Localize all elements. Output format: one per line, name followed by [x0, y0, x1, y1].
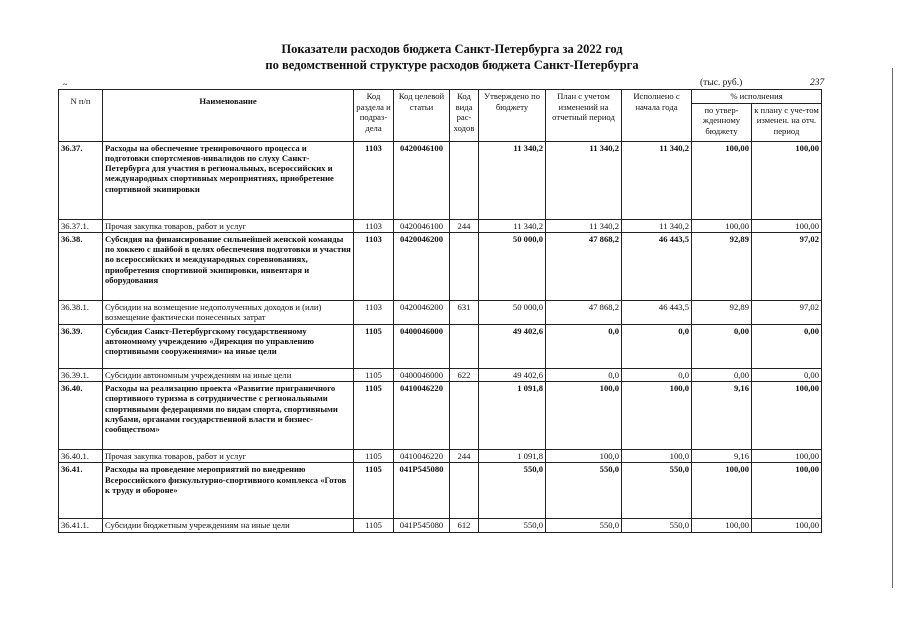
- row-executed-amount: 0,0: [622, 324, 692, 368]
- row-plan-amount: 100,0: [546, 450, 622, 463]
- row-name: Субсидии на возмещение недополученных доходов и (или) возмещение фактически понесенных затрат: [103, 300, 354, 324]
- row-plan-amount: 11 340,2: [546, 141, 622, 219]
- row-section-code: 1105: [354, 368, 394, 381]
- row-name: Прочая закупка товаров, работ и услуг: [103, 219, 354, 232]
- row-name: Расходы на проведение мероприятий по внедрению Всероссийского физкультурно-спортивного комплекса «Готов к труду и обороне»: [103, 463, 354, 519]
- row-plan-amount: 550,0: [546, 519, 622, 532]
- document-title: Показатели расходов бюджета Санкт-Петербурга за 2022 год: [281, 42, 623, 56]
- row-pct-approved: 92,89: [692, 300, 752, 324]
- table-row: [59, 368, 822, 381]
- row-number: 36.41.: [59, 463, 103, 519]
- row-approved-amount: 49 402,6: [479, 324, 546, 368]
- row-name: Субсидии бюджетным учреждениям на иные цели: [103, 519, 354, 532]
- table-row: [59, 519, 822, 532]
- row-pct-approved: 92,89: [692, 232, 752, 300]
- row-pct-plan: 97,02: [752, 300, 822, 324]
- scan-mark: ~: [63, 80, 68, 89]
- header-target-code: Код целевой статьи: [394, 90, 450, 142]
- row-name: Прочая закупка товаров, работ и услуг: [103, 450, 354, 463]
- row-section-code: 1105: [354, 450, 394, 463]
- header-pct-plan: к плану с уче-том изменен. на отч. период: [752, 103, 822, 141]
- row-number: 36.38.1.: [59, 300, 103, 324]
- budget-table-body: [59, 141, 822, 532]
- row-approved-amount: 550,0: [479, 519, 546, 532]
- row-pct-plan: 100,00: [752, 463, 822, 519]
- row-number: 36.39.1.: [59, 368, 103, 381]
- row-approved-amount: 1 091,8: [479, 382, 546, 450]
- row-name: Субсидия на финансирование сильнейшей женской команды по хоккею с шайбой в целях обеспечения подготовки и участия во всероссийских и международных соревнованиях, приобретения спортивной экипировки, инвентаря и оборудования: [103, 232, 354, 300]
- row-expense-type-code: 622: [450, 368, 479, 381]
- table-row: [59, 232, 822, 300]
- row-executed-amount: 0,0: [622, 368, 692, 381]
- header-approved: Утверждено по бюджету: [479, 90, 546, 142]
- row-pct-plan: 0,00: [752, 368, 822, 381]
- row-expense-type-code: 612: [450, 519, 479, 532]
- table-row: [59, 450, 822, 463]
- row-target-code: 0420046100: [394, 219, 450, 232]
- row-executed-amount: 100,0: [622, 382, 692, 450]
- row-executed-amount: 550,0: [622, 463, 692, 519]
- row-target-code: 0410046220: [394, 382, 450, 450]
- row-approved-amount: 50 000,0: [479, 232, 546, 300]
- row-expense-type-code: 244: [450, 450, 479, 463]
- budget-table: [58, 89, 822, 533]
- row-pct-plan: 100,00: [752, 382, 822, 450]
- row-approved-amount: 1 091,8: [479, 450, 546, 463]
- row-target-code: 041P545080: [394, 463, 450, 519]
- row-section-code: 1103: [354, 219, 394, 232]
- row-expense-type-code: [450, 463, 479, 519]
- row-name: Субсидии автономным учреждениям на иные цели: [103, 368, 354, 381]
- units-label: (тыс. руб.): [700, 78, 743, 88]
- row-number: 36.41.1.: [59, 519, 103, 532]
- table-row: [59, 382, 822, 450]
- row-number: 36.38.: [59, 232, 103, 300]
- row-plan-amount: 11 340,2: [546, 219, 622, 232]
- row-pct-plan: 100,00: [752, 141, 822, 219]
- row-target-code: 0420046100: [394, 141, 450, 219]
- row-executed-amount: 46 443,5: [622, 232, 692, 300]
- row-section-code: 1103: [354, 300, 394, 324]
- row-executed-amount: 550,0: [622, 519, 692, 532]
- header-executed: Исполнено с начала года: [622, 90, 692, 142]
- row-expense-type-code: [450, 232, 479, 300]
- row-name: Расходы на обеспечение тренировочного процесса и подготовки спортсменов-инвалидов по слуху Санкт-Петербурга для участия в региональных, всероссийских и международных спортивных мероприятиях, приобретение спортивной экипировки: [103, 141, 354, 219]
- row-expense-type-code: [450, 324, 479, 368]
- row-number: 36.40.: [59, 382, 103, 450]
- row-target-code: 0410046220: [394, 450, 450, 463]
- table-row: [59, 141, 822, 219]
- row-approved-amount: 11 340,2: [479, 141, 546, 219]
- row-pct-plan: 97,02: [752, 232, 822, 300]
- row-pct-plan: 100,00: [752, 450, 822, 463]
- table-row: [59, 300, 822, 324]
- page-number: 237: [810, 78, 825, 88]
- row-plan-amount: 0,0: [546, 368, 622, 381]
- row-approved-amount: 50 000,0: [479, 300, 546, 324]
- row-expense-type-code: [450, 382, 479, 450]
- header-num: N п/п: [59, 90, 103, 142]
- row-section-code: 1103: [354, 141, 394, 219]
- header-expense-type-code: Код вида рас-ходов: [450, 90, 479, 142]
- row-pct-plan: 100,00: [752, 519, 822, 532]
- row-pct-approved: 9,16: [692, 450, 752, 463]
- row-target-code: 0420046200: [394, 300, 450, 324]
- row-plan-amount: 47 868,2: [546, 300, 622, 324]
- row-approved-amount: 550,0: [479, 463, 546, 519]
- header-pct-approved: по утвер-жденному бюджету: [692, 103, 752, 141]
- row-pct-approved: 100,00: [692, 463, 752, 519]
- row-target-code: 0400046000: [394, 324, 450, 368]
- row-section-code: 1105: [354, 382, 394, 450]
- row-executed-amount: 100,0: [622, 450, 692, 463]
- row-section-code: 1105: [354, 324, 394, 368]
- row-approved-amount: 49 402,6: [479, 368, 546, 381]
- row-name: Субсидия Санкт-Петербургскому государственному автономному учреждению «Дирекция по управлению спортивными сооружениями» на иные цели: [103, 324, 354, 368]
- row-plan-amount: 100,0: [546, 382, 622, 450]
- row-executed-amount: 11 340,2: [622, 141, 692, 219]
- row-expense-type-code: 631: [450, 300, 479, 324]
- scan-edge-line: [892, 68, 893, 588]
- row-number: 36.37.1.: [59, 219, 103, 232]
- header-pct-group: % исполнения: [692, 90, 822, 104]
- row-plan-amount: 550,0: [546, 463, 622, 519]
- header-section-code: Код раздела и подраз-дела: [354, 90, 394, 142]
- header-name: Наименование: [103, 90, 354, 142]
- row-number: 36.37.: [59, 141, 103, 219]
- table-row: [59, 324, 822, 368]
- header-plan: План с учетом изменений на отчетный период: [546, 90, 622, 142]
- row-pct-plan: 0,00: [752, 324, 822, 368]
- row-approved-amount: 11 340,2: [479, 219, 546, 232]
- row-pct-plan: 100,00: [752, 219, 822, 232]
- row-number: 36.40.1.: [59, 450, 103, 463]
- document-subtitle: по ведомственной структуре расходов бюджета Санкт-Петербурга: [265, 58, 639, 72]
- row-expense-type-code: 244: [450, 219, 479, 232]
- row-expense-type-code: [450, 141, 479, 219]
- row-target-code: 041P545080: [394, 519, 450, 532]
- row-section-code: 1105: [354, 463, 394, 519]
- row-plan-amount: 0,0: [546, 324, 622, 368]
- row-pct-approved: 100,00: [692, 519, 752, 532]
- row-pct-approved: 9,16: [692, 382, 752, 450]
- row-pct-approved: 100,00: [692, 219, 752, 232]
- row-pct-approved: 0,00: [692, 324, 752, 368]
- row-section-code: 1105: [354, 519, 394, 532]
- row-section-code: 1103: [354, 232, 394, 300]
- row-executed-amount: 46 443,5: [622, 300, 692, 324]
- row-plan-amount: 47 868,2: [546, 232, 622, 300]
- row-pct-approved: 100,00: [692, 141, 752, 219]
- table-row: [59, 219, 822, 232]
- row-number: 36.39.: [59, 324, 103, 368]
- table-row: [59, 463, 822, 519]
- row-target-code: 0400046000: [394, 368, 450, 381]
- row-name: Расходы на реализацию проекта «Развитие приграничного спортивного туризма в сотрудничестве с региональными спортивными федерациями по видам спорта, спортивными клубами, органами государственной власти и бизнес-сообществом»: [103, 382, 354, 450]
- row-target-code: 0420046200: [394, 232, 450, 300]
- row-pct-approved: 0,00: [692, 368, 752, 381]
- row-executed-amount: 11 340,2: [622, 219, 692, 232]
